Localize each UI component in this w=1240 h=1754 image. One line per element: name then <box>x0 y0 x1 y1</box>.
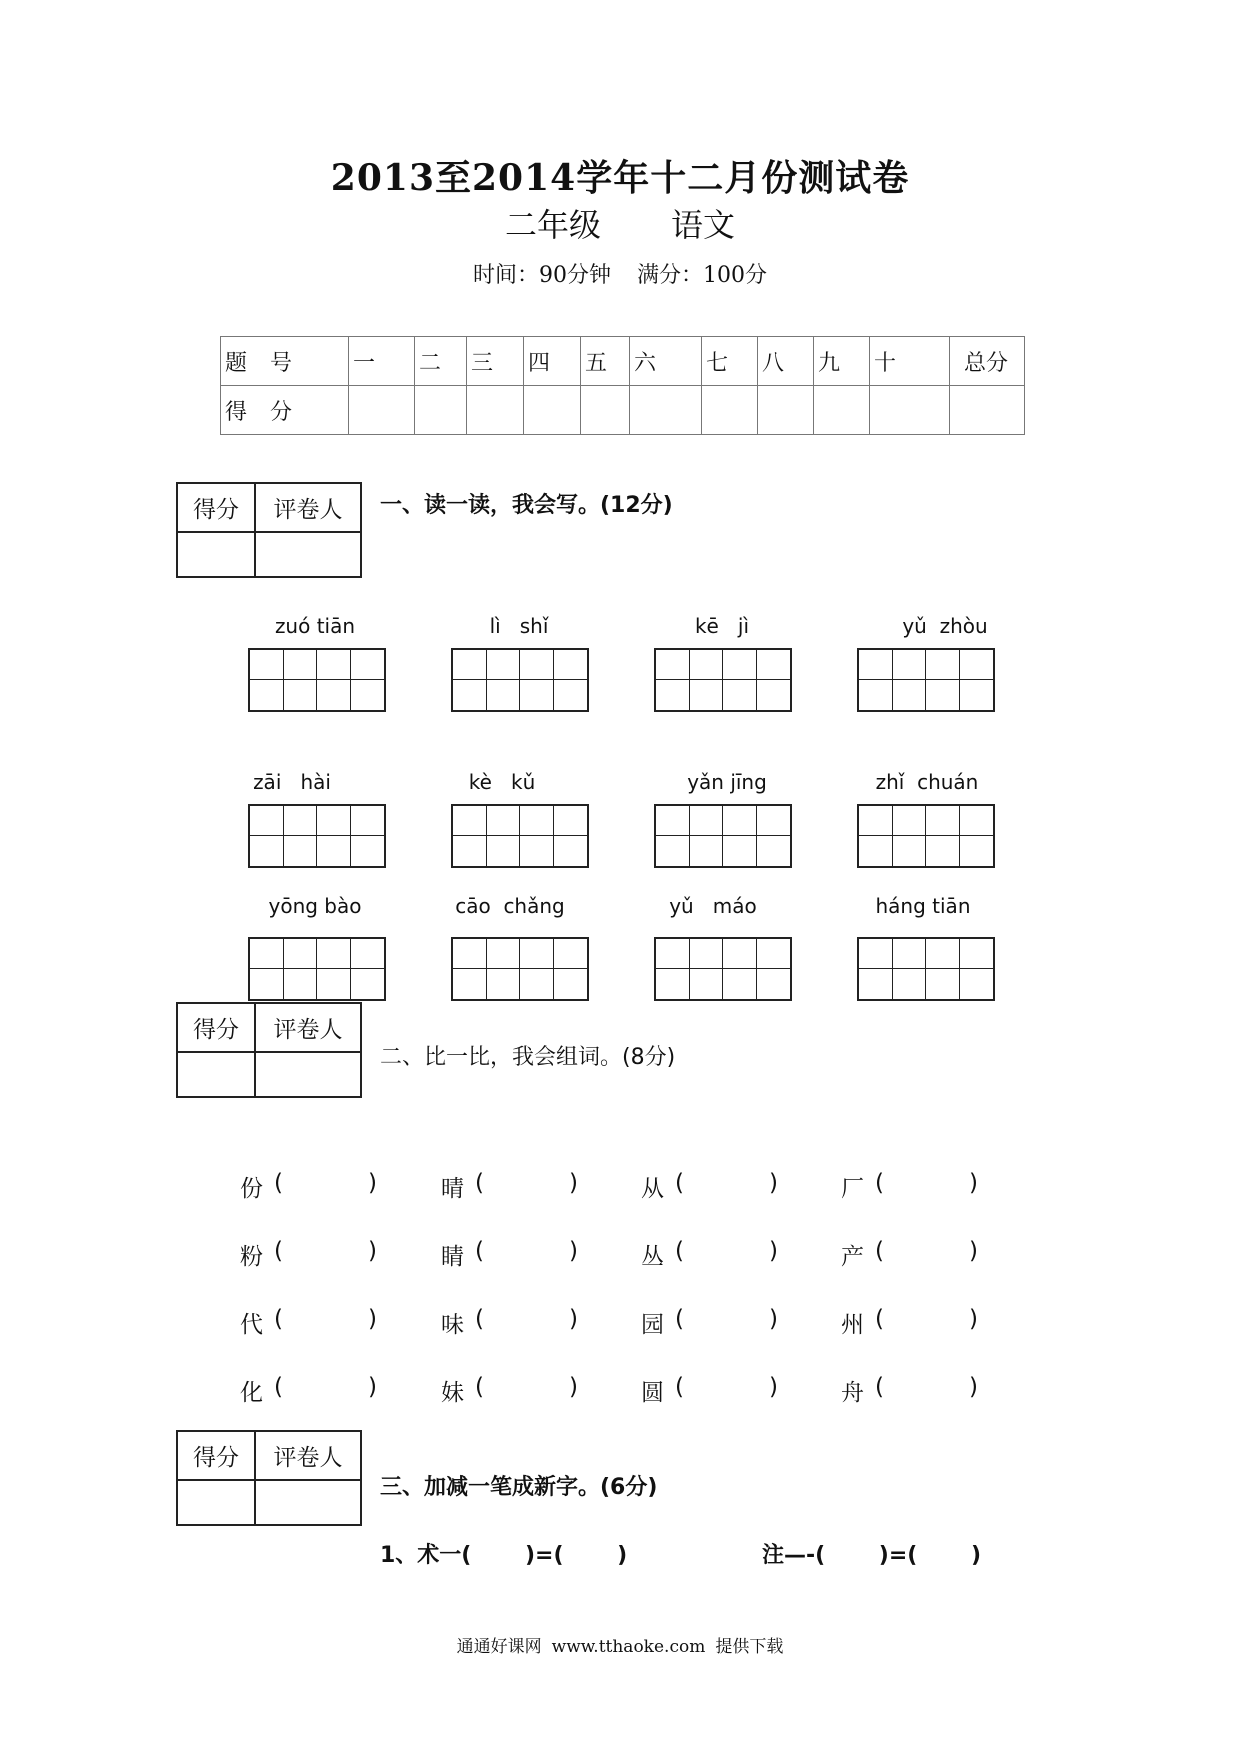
col-8: 八 <box>758 337 814 386</box>
close-paren: ) <box>368 1238 377 1264</box>
writing-grid[interactable] <box>248 648 386 712</box>
character: 代 <box>240 1312 263 1338</box>
word-group-item[interactable] <box>441 1238 581 1271</box>
footer-site-name: 通通好课网 <box>456 1637 542 1657</box>
grader-name-cell <box>256 533 360 578</box>
open-paren: ( <box>274 1374 283 1400</box>
word-group-item[interactable] <box>841 1374 981 1407</box>
score-table-score-row <box>221 386 1025 435</box>
close-paren: ) <box>368 1170 377 1196</box>
word-group-item[interactable] <box>841 1170 981 1203</box>
score-cell <box>702 386 758 435</box>
writing-grid[interactable] <box>654 804 792 868</box>
character: 从 <box>641 1176 664 1202</box>
open-paren: ( <box>475 1238 484 1264</box>
footer <box>0 1632 1240 1657</box>
word-group-item[interactable] <box>641 1170 781 1203</box>
pinyin-label: zhǐ chuán <box>875 770 979 794</box>
writing-grid[interactable] <box>857 648 995 712</box>
pinyin-label: zuó tiān <box>274 614 356 638</box>
exam-meta <box>0 258 1240 289</box>
word-group-item[interactable] <box>240 1306 380 1339</box>
open-paren: ( <box>875 1306 884 1332</box>
open-paren: ( <box>475 1170 484 1196</box>
word-group-item[interactable] <box>841 1306 981 1339</box>
writing-grid[interactable] <box>654 937 792 1001</box>
word-group-item[interactable] <box>641 1238 781 1271</box>
pinyin-label: kè kǔ <box>468 770 536 794</box>
question-3-1a[interactable]: 1、术一( )=( ) <box>380 1543 628 1568</box>
grader-score-cell <box>178 533 256 578</box>
section-3-title: 三、加减一笔成新字。(6分) <box>380 1475 658 1500</box>
pinyin-label: yǔ zhòu <box>902 614 988 638</box>
section-2-title: 二、比一比，我会组词。(8分) <box>380 1045 676 1070</box>
grade-label: 二年级 <box>504 206 601 244</box>
writing-grid[interactable] <box>451 937 589 1001</box>
writing-grid[interactable] <box>857 937 995 1001</box>
writing-grid[interactable] <box>857 804 995 868</box>
time-label: 时间：90分钟 <box>473 263 611 288</box>
word-group-item[interactable] <box>641 1374 781 1407</box>
pinyin-label: zāi hài <box>253 770 331 794</box>
grader-name-label: 评卷人 <box>273 1445 343 1471</box>
open-paren: ( <box>274 1170 283 1196</box>
pinyin-label: kē jì <box>694 614 750 638</box>
grader-name-cell <box>256 1481 360 1526</box>
pinyin-label: lì shǐ <box>489 614 549 638</box>
close-paren: ) <box>769 1238 778 1264</box>
col-10: 十 <box>870 337 950 386</box>
pinyin-label: cāo chǎng <box>455 894 565 918</box>
section-1-title: 一、读一读，我会写。(12分) <box>380 493 673 518</box>
grader-name-label: 评卷人 <box>273 497 343 523</box>
character: 妹 <box>441 1380 464 1406</box>
col-4: 四 <box>524 337 581 386</box>
score-table <box>220 336 1025 435</box>
grader-name-cell <box>256 1053 360 1098</box>
character: 园 <box>641 1312 664 1338</box>
col-1: 一 <box>349 337 415 386</box>
character: 圆 <box>641 1380 664 1406</box>
pinyin-label: yǎn jīng <box>687 770 767 794</box>
open-paren: ( <box>875 1170 884 1196</box>
full-score-label: 满分：100分 <box>637 263 767 288</box>
close-paren: ) <box>368 1306 377 1332</box>
open-paren: ( <box>675 1306 684 1332</box>
score-table-header-row <box>221 337 1025 386</box>
open-paren: ( <box>274 1238 283 1264</box>
score-row-label: 得 分 <box>221 386 349 435</box>
grader-score-cell <box>178 1481 256 1526</box>
grader-score-label: 得分 <box>178 1004 256 1051</box>
word-group-item[interactable] <box>441 1374 581 1407</box>
close-paren: ) <box>769 1306 778 1332</box>
writing-grid[interactable] <box>248 937 386 1001</box>
grader-box-1 <box>176 482 362 578</box>
close-paren: ) <box>769 1170 778 1196</box>
word-group-item[interactable] <box>841 1238 981 1271</box>
grader-name-label: 评卷人 <box>273 1017 343 1043</box>
character: 化 <box>240 1380 263 1406</box>
pinyin-label: háng tiān <box>875 894 971 918</box>
score-cell <box>950 386 1025 435</box>
score-cell <box>630 386 702 435</box>
character: 州 <box>841 1312 864 1338</box>
open-paren: ( <box>475 1374 484 1400</box>
pinyin-label: yōng bào <box>268 894 362 918</box>
score-cell <box>870 386 950 435</box>
col-3: 三 <box>467 337 524 386</box>
character: 味 <box>441 1312 464 1338</box>
close-paren: ) <box>569 1170 578 1196</box>
pinyin-label: yǔ máo <box>669 894 757 918</box>
page-title: 2013至2014学年十二月份测试卷 <box>330 157 910 199</box>
grader-score-label: 得分 <box>178 1432 256 1479</box>
character: 舟 <box>841 1380 864 1406</box>
open-paren: ( <box>875 1374 884 1400</box>
open-paren: ( <box>274 1306 283 1332</box>
grader-box-2 <box>176 1002 362 1098</box>
score-cell <box>814 386 870 435</box>
word-group-item[interactable] <box>441 1170 581 1203</box>
open-paren: ( <box>675 1238 684 1264</box>
writing-grid[interactable] <box>451 804 589 868</box>
question-3-1b[interactable]: 注—-( )=( ) <box>762 1543 982 1568</box>
close-paren: ) <box>969 1306 978 1332</box>
open-paren: ( <box>475 1306 484 1332</box>
character: 丛 <box>641 1244 664 1270</box>
score-cell <box>581 386 630 435</box>
grader-score-label: 得分 <box>178 484 256 531</box>
score-cell <box>758 386 814 435</box>
footer-url: www.tthaoke.com <box>551 1637 706 1657</box>
character: 粉 <box>240 1244 263 1270</box>
grader-box-3 <box>176 1430 362 1526</box>
open-paren: ( <box>675 1170 684 1196</box>
score-cell <box>415 386 467 435</box>
col-total: 总分 <box>950 337 1025 386</box>
subtitle <box>0 200 1240 246</box>
character: 份 <box>240 1176 263 1202</box>
open-paren: ( <box>675 1374 684 1400</box>
close-paren: ) <box>969 1374 978 1400</box>
close-paren: ) <box>969 1170 978 1196</box>
open-paren: ( <box>875 1238 884 1264</box>
col-7: 七 <box>702 337 758 386</box>
col-5: 五 <box>581 337 630 386</box>
writing-grid[interactable] <box>654 648 792 712</box>
writing-grid[interactable] <box>248 804 386 868</box>
col-9: 九 <box>814 337 870 386</box>
footer-note: 提供下载 <box>715 1637 784 1657</box>
word-group-item[interactable] <box>240 1374 380 1407</box>
word-group-item[interactable] <box>240 1238 380 1271</box>
word-group-item[interactable] <box>441 1306 581 1339</box>
close-paren: ) <box>569 1306 578 1332</box>
character: 产 <box>841 1244 864 1270</box>
grader-score-cell <box>178 1053 256 1098</box>
subject-label: 语文 <box>671 206 736 244</box>
close-paren: ) <box>769 1374 778 1400</box>
close-paren: ) <box>969 1238 978 1264</box>
question-number-label: 题 号 <box>221 337 349 386</box>
close-paren: ) <box>368 1374 377 1400</box>
col-2: 二 <box>415 337 467 386</box>
score-cell <box>524 386 581 435</box>
character: 睛 <box>441 1244 464 1270</box>
word-group-item[interactable] <box>240 1170 380 1203</box>
close-paren: ) <box>569 1238 578 1264</box>
character: 晴 <box>441 1176 464 1202</box>
close-paren: ) <box>569 1374 578 1400</box>
character: 厂 <box>841 1176 864 1202</box>
score-cell <box>349 386 415 435</box>
writing-grid[interactable] <box>451 648 589 712</box>
col-6: 六 <box>630 337 702 386</box>
word-group-item[interactable] <box>641 1306 781 1339</box>
score-cell <box>467 386 524 435</box>
